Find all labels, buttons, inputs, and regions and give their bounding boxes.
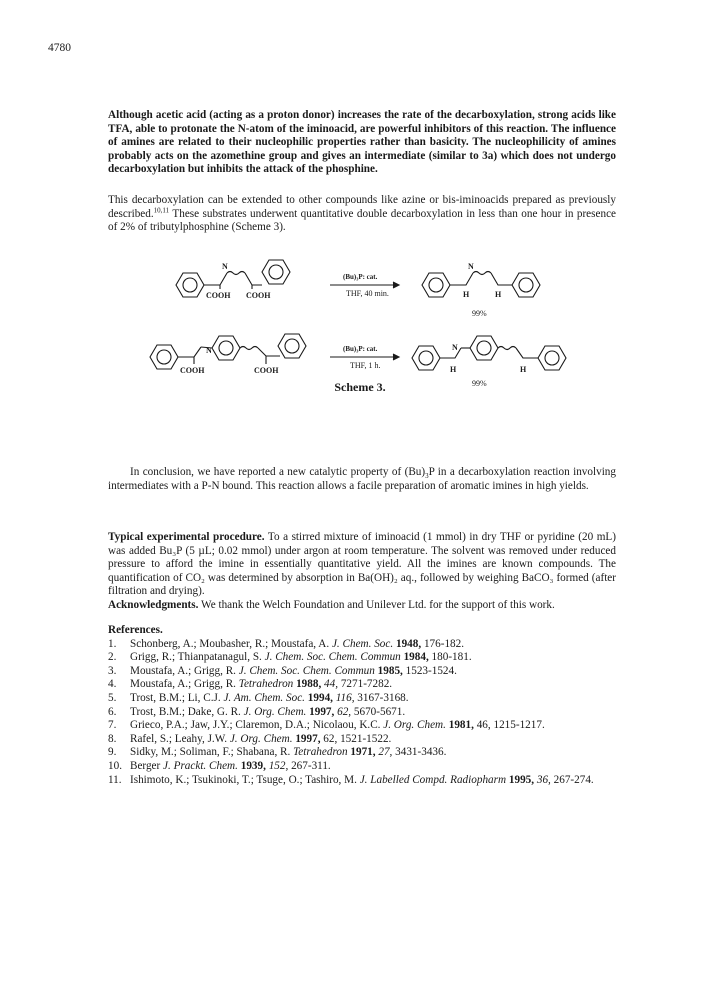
para3-before: In conclusion, we have reported a new catalytic property of (Bu) [130,466,426,478]
reference-item [108,678,616,692]
row2-cooh-right: COOH [254,366,279,375]
reference-journal: J. Chem. Soc. [331,637,394,650]
reference-citation [130,733,616,747]
reference-number: 9. [108,746,117,759]
paragraph-experimental [108,531,616,599]
benzene-ring-icon [512,273,540,297]
experimental-text: To a stirred mixture of iminoacid (1 mmol) in dry THF or pyridine (20 mL) was added Bu₃P (5 µL; 0.02 mmol) under argon at room temperature. The solvent was removed under reduced pressure to afford the imine in essentially quantitative yield. All the imines are known compounds. The quantification of CO₂ was determined by absorption in Ba(OH)₂ aq., followed by weighing BaCO₃ formed (after filtration and drying). [108,531,616,598]
experimental-heading: Typical experimental procedure. [108,531,265,543]
row1-n-label: N [222,262,228,271]
reference-number: 7. [108,719,117,732]
reference-journal: J. Org. Chem. [229,732,293,745]
para2-text-before: This decarboxylation can be extended to other compounds like azine or bis-iminoacids prepared as previously described. [108,194,616,220]
reference-journal: J. Chem. Soc. Chem. Commun [238,664,375,677]
reference-citation [130,678,616,692]
reference-authors: Trost, B.M.; Dake, G. R. [130,705,244,718]
reference-number: 5. [108,691,117,704]
page-number: 4780 [48,42,71,54]
row1-cooh-left: COOH [206,291,231,300]
reference-vol: 36, [534,773,551,786]
benzene-ring-icon [412,346,440,370]
reference-item [108,692,616,706]
reference-citation [130,692,616,706]
row1-conditions: THF, 40 min. [346,289,389,298]
row2-conditions: THF, 1 h. [350,361,381,370]
benzene-ring-icon [278,334,306,358]
reference-item [108,638,616,652]
reference-citation [130,638,616,652]
row1-yield: 99% [472,309,487,318]
reference-item [108,719,616,733]
para3-after: P in a decarboxylation reaction involving intermediates with a P-N bound. This reaction allows a facile preparation of aromatic imines in high yields. [108,466,616,492]
row1-product-n-label: N [468,262,474,271]
reference-pages: 62, 1521-1522. [320,732,392,745]
reference-year: 1948, [393,637,422,650]
paragraph-amine-influence: Although acetic acid (acting as a proton donor) increases the rate of the decarboxylation, strong acids like TFA, able to protonate the N-atom of the iminoacid, are powerful inhibitors of this reaction. The influence of amines are related to their nucleophilic properties rather than basicity. The nucleophilicity of amines probably acts on the azomethine group and gives an intermediate (similar to 3a) which does not undergo decarboxylation but inhibits the attack of the phosphine. [108,109,616,176]
reference-vol: 152, [265,759,289,772]
reference-pages: 46, 1215-1217. [473,719,545,732]
reference-journal: J. Prackt. Chem. [163,759,238,772]
reference-year: 1981, [445,719,474,732]
acknowledgments-text: We thank the Welch Foundation and Unilever Ltd. for the support of this work. [198,599,555,611]
paragraph-conclusion [108,466,616,493]
reference-pages: 3431-3436. [392,746,447,759]
reference-journal: J. Org. Chem. [243,705,307,718]
reference-year: 1985, [374,664,403,677]
reference-authors: Ishimoto, K.; Tsukinoki, T.; Tsuge, O.; Tashiro, M. [130,773,360,786]
reference-pages: 267-311. [288,759,331,772]
reference-journal: J. Am. Chem. Soc. [223,691,305,704]
reference-citation [130,651,616,665]
reference-item [108,706,616,720]
benzene-ring-icon [176,273,204,297]
benzene-ring-icon [422,273,450,297]
reference-item [108,651,616,665]
reference-journal: Tetrahedron [238,678,294,691]
reference-authors: Schonberg, A.; Moubasher, R.; Moustafa, A. [130,637,332,650]
references-list [108,638,616,788]
row2-product-h-left: H [450,365,457,374]
reference-number: 4. [108,678,117,691]
references-section [108,624,616,787]
reference-journal: J. Org. Chem. [383,719,446,732]
reference-year: 1984, [400,651,429,664]
benzene-ring-icon [150,345,178,369]
reference-citation [130,746,616,760]
row2-n-label: N [206,346,212,355]
scheme-caption: Scheme 3. [334,380,386,394]
reference-citation [130,706,616,720]
row1-reagent: (Bu)₃P: cat. [343,273,378,281]
reference-year: 1971, [347,746,376,759]
reference-year: 1995, [506,773,535,786]
reference-item [108,774,616,788]
reference-number: 2. [108,651,117,664]
reference-citation [130,719,616,733]
reference-pages: 5670-5671. [351,705,406,718]
para3-sub: 3 [425,472,429,481]
reference-authors: Sidky, M.; Soliman, F.; Shabana, R. [130,746,294,759]
reference-item [108,746,616,760]
reference-year: 1939, [237,759,266,772]
reference-citation [130,665,616,679]
reference-journal: Tetrahedron [293,746,348,759]
reference-year: 1997, [292,732,321,745]
reference-pages: 1523-1524. [402,664,457,677]
scheme-3 [150,252,570,402]
reference-item [108,760,616,774]
para2-text-after: These substrates underwent quantitative double decarboxylation in less than one hour in presence of 2% of tributylphosphine (Scheme 3). [108,207,616,234]
reference-authors: Rafel, S.; Leahy, J.W. [130,732,230,745]
reference-number: 3. [108,664,117,677]
benzene-ring-icon [262,260,290,284]
references-heading: References. [108,624,163,636]
reference-pages: 7271-7282. [338,678,393,691]
row2-yield: 99% [472,379,487,388]
paragraph-azine-extension [108,194,616,235]
reference-vol: 116, [332,691,355,704]
row1-product-h-left: H [463,290,470,299]
reference-authors: Grieco, P.A.; Jaw, J.Y.; Claremon, D.A.; Nicolaou, K.C. [130,719,384,732]
reference-number: 8. [108,732,117,745]
reference-authors: Grigg, R.; Thianpatanagul, S. [130,651,265,664]
row1-product-h-right: H [495,290,502,299]
reference-vol: 62, [334,705,352,718]
row2-reagent: (Bu)₃P: cat. [343,345,378,353]
reference-authors: Moustafa, A.; Grigg, R. [130,678,239,691]
reference-pages: 3167-3168. [354,691,409,704]
reference-authors: Moustafa, A.; Grigg, R. [130,664,239,677]
reference-year: 1988, [293,678,322,691]
reference-pages: 180-181. [428,651,472,664]
reference-number: 11. [108,773,122,786]
reference-pages: 267-274. [550,773,594,786]
reference-authors: Berger [130,759,164,772]
reference-item [108,733,616,747]
acknowledgments-heading: Acknowledgments. [108,599,199,611]
citation-10-11: 10,11 [153,205,170,214]
reference-authors: Trost, B.M.; Li, C.J. [130,691,224,704]
reference-vol: 27, [375,746,393,759]
paragraph-acknowledgments [108,599,616,613]
benzene-ring-icon [538,346,566,370]
reference-item [108,665,616,679]
reference-journal: J. Labelled Compd. Radiopharm [359,773,507,786]
reference-citation [130,774,616,788]
row2-product-n-label: N [452,343,458,352]
benzene-ring-icon [212,336,240,360]
reference-year: 1997, [306,705,335,718]
reference-number: 6. [108,705,117,718]
row2-cooh-left: COOH [180,366,205,375]
reference-number: 1. [108,637,117,650]
benzene-ring-icon [470,336,498,360]
reference-vol: 44, [321,678,339,691]
reference-citation [130,760,616,774]
reference-number: 10. [108,759,122,772]
reference-journal: J. Chem. Soc. Chem. Commun [264,651,401,664]
reference-year: 1994, [304,691,333,704]
row2-product-h-right: H [520,365,527,374]
row1-cooh-right: COOH [246,291,271,300]
reference-pages: 176-182. [421,637,465,650]
